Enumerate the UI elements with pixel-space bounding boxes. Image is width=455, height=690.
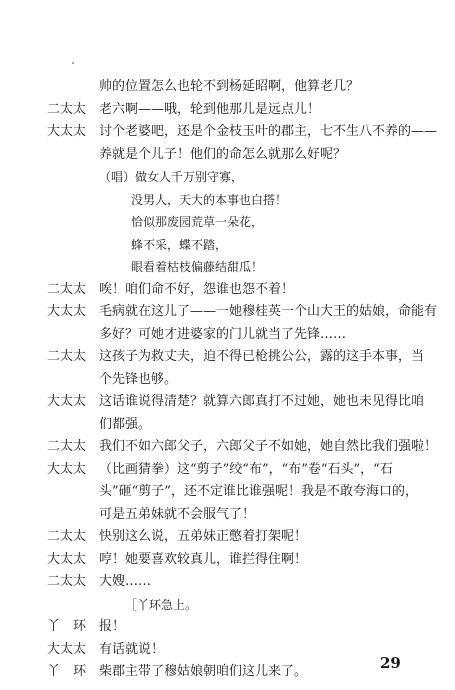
dialogue-line [47, 99, 437, 122]
speaker-name: 二太太 [47, 529, 87, 544]
dialogue-line [47, 144, 437, 167]
line-text: 报！ [99, 619, 126, 634]
dialogue-line [47, 594, 437, 617]
dialogue-line [47, 121, 437, 144]
line-text: 没男人，天大的本事也白搭！ [131, 192, 288, 207]
line-text: 这话谁说得清楚？就算六郎真打不过她，她也未见得比咱 [99, 394, 425, 409]
dialogue-line [47, 526, 437, 549]
dialogue-line [47, 571, 437, 594]
dialogue-line [47, 436, 437, 459]
line-text: 柴郡主带了穆姑娘朝咱们这儿来了。 [99, 664, 308, 679]
dialogue-line [47, 256, 437, 279]
line-text: 可是五弟妹就不会服气了！ [99, 506, 256, 522]
dialogue-line [47, 301, 437, 324]
speaker-name: 大太太 [47, 641, 87, 657]
line-text: 多好？可她才进婆家的门儿就当了先锋…… [99, 326, 347, 342]
line-text: ［丫环急上。 [125, 597, 198, 612]
line-text: 帅的位置怎么也轮不到杨延昭啊，他算老几？ [99, 79, 360, 94]
dialogue-line [47, 459, 437, 482]
dialogue-line [47, 76, 437, 99]
line-text: 毛病就在这儿了——一她穆桂英一个山大王的姑娘，命能有 [99, 304, 437, 319]
speaker-name: 大太太 [47, 304, 87, 319]
line-text: 老六啊——哦，轮到他那儿是远点儿！ [99, 101, 321, 117]
speaker-name: 大太太 [47, 551, 87, 567]
speaker-name: 大太太 [47, 124, 87, 139]
line-text: 养就是个儿子！他们的命怎么就那么好呢？ [99, 146, 347, 162]
line-text: 头”砸“剪子”，还不定谁比谁强呢！我是不敢夸海口的， [99, 484, 418, 499]
line-text: 唉！咱们命不好，怨谁也怨不着！ [99, 281, 295, 297]
dialogue-line [47, 279, 437, 302]
line-text: 蜂不采，蝶不踏， [131, 237, 228, 252]
speaker-name: 二太太 [47, 349, 87, 364]
line-text: （唱）做女人千万别守寡， [99, 170, 244, 184]
dialogue-line [47, 234, 437, 257]
speaker-name: 大太太 [47, 394, 87, 409]
line-text: 们都强。 [99, 416, 152, 432]
dialogue-line [47, 504, 437, 527]
dialogue-block [47, 76, 437, 684]
line-text: 有话就说！ [99, 641, 165, 657]
dialogue-line [47, 346, 437, 369]
dialogue-line [47, 549, 437, 572]
speaker-name: 丫 环 [47, 664, 87, 679]
speaker-name: 大太太 [47, 461, 87, 477]
dialogue-line [47, 324, 437, 347]
print-speck [72, 62, 74, 64]
speaker-name: 二太太 [47, 439, 87, 454]
line-text: 我们不如六郎父子，六郎父子不如她，她自然比我们强啦！ [99, 439, 437, 454]
dialogue-line [47, 639, 437, 662]
dialogue-line [47, 369, 437, 392]
dialogue-line [47, 414, 437, 437]
dialogue-line [47, 211, 437, 234]
line-text: （比画猜拳）这“剪子”绞“布”，“布”卷“石头”，“石 [99, 461, 393, 477]
line-text: 个先锋也够。 [99, 371, 178, 387]
line-text: 哼！她要喜欢较真儿，谁拦得住啊！ [99, 551, 308, 567]
dialogue-line [47, 616, 437, 639]
dialogue-line [47, 661, 437, 684]
dialogue-line [47, 166, 437, 189]
line-text: 快别这么说，五弟妹正憋着打架呢！ [99, 529, 308, 544]
line-text: 眼看着枯枝偏藤结甜瓜！ [131, 260, 264, 274]
line-text: 这孩子为救丈夫，迫不得已枪挑公公，露的这手本事，当 [99, 349, 425, 364]
speaker-name: 丫 环 [47, 619, 87, 634]
dialogue-line [47, 481, 437, 504]
line-text: 讨个老婆吧，还是个金枝玉叶的郡主，七不生八不养的—— [99, 124, 437, 139]
line-text: 恰似那废园荒草一朵花， [131, 215, 264, 229]
speaker-name: 二太太 [47, 101, 87, 117]
speaker-name: 二太太 [47, 281, 87, 297]
speaker-name: 二太太 [47, 574, 87, 589]
dialogue-line [47, 189, 437, 212]
page-number: 29 [380, 654, 401, 672]
line-text: 大嫂…… [99, 574, 152, 589]
dialogue-line [47, 391, 437, 414]
